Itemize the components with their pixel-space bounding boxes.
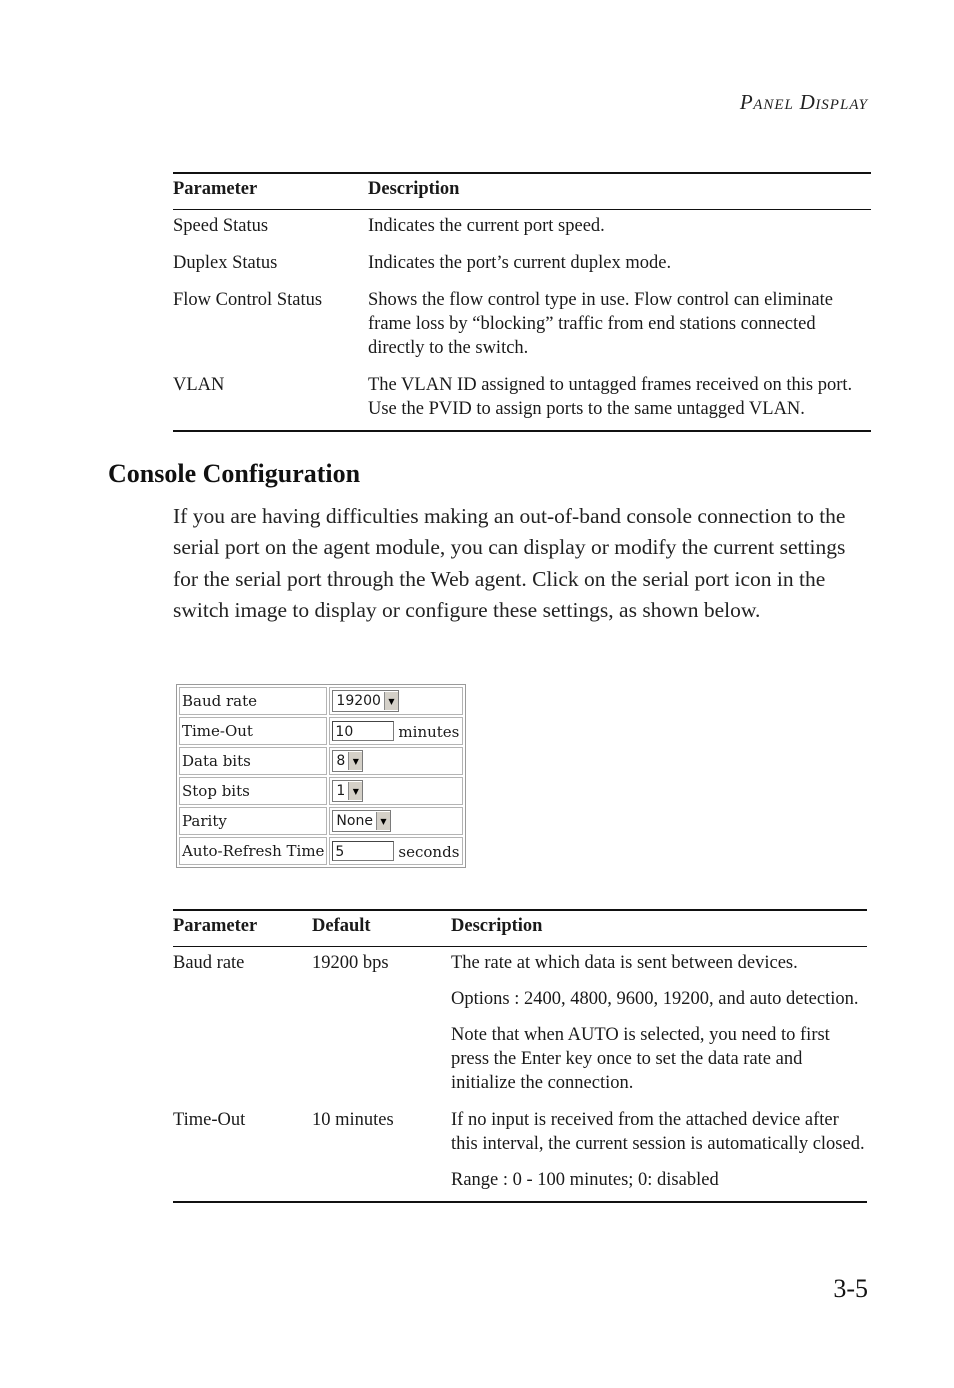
console-parameter-table [173, 909, 867, 1203]
form-row-stop-bits [179, 777, 463, 805]
table-header-row [173, 910, 867, 947]
parameter-cell: VLAN [173, 369, 368, 431]
parameter-cell: Baud rate [173, 953, 245, 973]
page-number: 3-5 [833, 1274, 868, 1303]
table-row [173, 284, 871, 369]
form-row-data-bits [179, 747, 463, 775]
description-cell: Indicates the port’s current duplex mode. [368, 253, 672, 273]
running-header-rest-2: ISPLAY [815, 97, 868, 113]
running-header-initial-2: D [799, 90, 816, 114]
default-cell: 10 minutes [312, 1104, 451, 1202]
default-cell: 19200 bps [312, 953, 389, 973]
form-row-baud-rate [179, 687, 463, 715]
table-header-row [173, 173, 871, 210]
table-row [173, 210, 871, 248]
auto-refresh-input[interactable]: 5 [332, 841, 394, 861]
running-header-rest-1: ANEL [753, 97, 794, 113]
running-header [740, 90, 868, 115]
description-paragraph: Note that when AUTO is selected, you need to first press the Enter key once to set the data rate and initialize the connection. [451, 1025, 830, 1093]
description-cell [451, 1104, 867, 1202]
description-paragraph: Range : 0 - 100 minutes; 0: disabled [451, 1170, 719, 1190]
timeout-unit: minutes [398, 723, 460, 741]
chevron-down-icon: ▼ [384, 692, 398, 710]
table-row [173, 369, 871, 431]
timeout-input[interactable]: 10 [332, 721, 394, 741]
auto-refresh-unit: seconds [398, 843, 460, 861]
data-bits-label: Data bits [179, 747, 327, 775]
parity-value: None [336, 813, 373, 829]
baud-rate-value: 19200 [336, 693, 381, 709]
description-paragraph: Options : 2400, 4800, 9600, 19200, and auto detection. [451, 989, 859, 1009]
data-bits-value: 8 [336, 753, 346, 769]
column-header-parameter: Parameter [173, 910, 312, 947]
parity-label: Parity [179, 807, 327, 835]
section-heading: Console Configuration [108, 459, 361, 488]
column-header-default: Default [312, 910, 451, 947]
column-header-parameter: Parameter [173, 173, 368, 210]
stop-bits-select[interactable] [332, 780, 363, 802]
description-cell: Indicates the current port speed. [368, 216, 605, 236]
parameter-cell: Duplex Status [173, 253, 278, 273]
form-row-auto-refresh [179, 837, 463, 865]
running-header-initial-1: P [739, 90, 754, 114]
description-paragraph: The rate at which data is sent between devices. [451, 953, 798, 973]
parity-select[interactable] [332, 810, 391, 832]
parameter-cell: Flow Control Status [173, 290, 323, 310]
chevron-down-icon: ▼ [376, 812, 390, 830]
description-cell: The VLAN ID assigned to untagged frames received on this port. Use the PVID to assign ports to the same untagged VLAN. [368, 369, 871, 431]
parameter-cell: Speed Status [173, 216, 269, 236]
section-paragraph: If you are having difficulties making an out-of-band console connection to the serial port on the agent module, you can display or modify the current settings for the serial port through the Web agent. Click on the serial port icon in the switch image to display or configure these settings, as shown below. [173, 504, 846, 623]
port-parameter-table [173, 172, 871, 432]
chevron-down-icon: ▼ [348, 782, 362, 800]
console-settings-form [176, 684, 466, 868]
column-header-description: Description [451, 910, 867, 947]
stop-bits-label: Stop bits [179, 777, 327, 805]
form-row-timeout [179, 717, 463, 745]
table-row [173, 947, 867, 1105]
form-row-parity [179, 807, 463, 835]
description-cell: Shows the flow control type in use. Flow control can eliminate frame loss by “blocking” traffic from end stations connected directly to the switch. [368, 290, 833, 358]
parameter-cell: Time-Out [173, 1104, 312, 1202]
table-row [173, 1104, 867, 1202]
auto-refresh-label: Auto-Refresh Time [179, 837, 327, 865]
baud-rate-select[interactable] [332, 690, 399, 712]
description-cell [451, 947, 867, 1105]
stop-bits-value: 1 [336, 783, 346, 799]
table-row [173, 247, 871, 284]
column-header-description: Description [368, 173, 871, 210]
baud-rate-label: Baud rate [179, 687, 327, 715]
data-bits-select[interactable] [332, 750, 363, 772]
timeout-label: Time-Out [179, 717, 327, 745]
chevron-down-icon: ▼ [348, 752, 362, 770]
description-paragraph: If no input is received from the attached device after this interval, the current session is automatically closed. [451, 1110, 865, 1154]
